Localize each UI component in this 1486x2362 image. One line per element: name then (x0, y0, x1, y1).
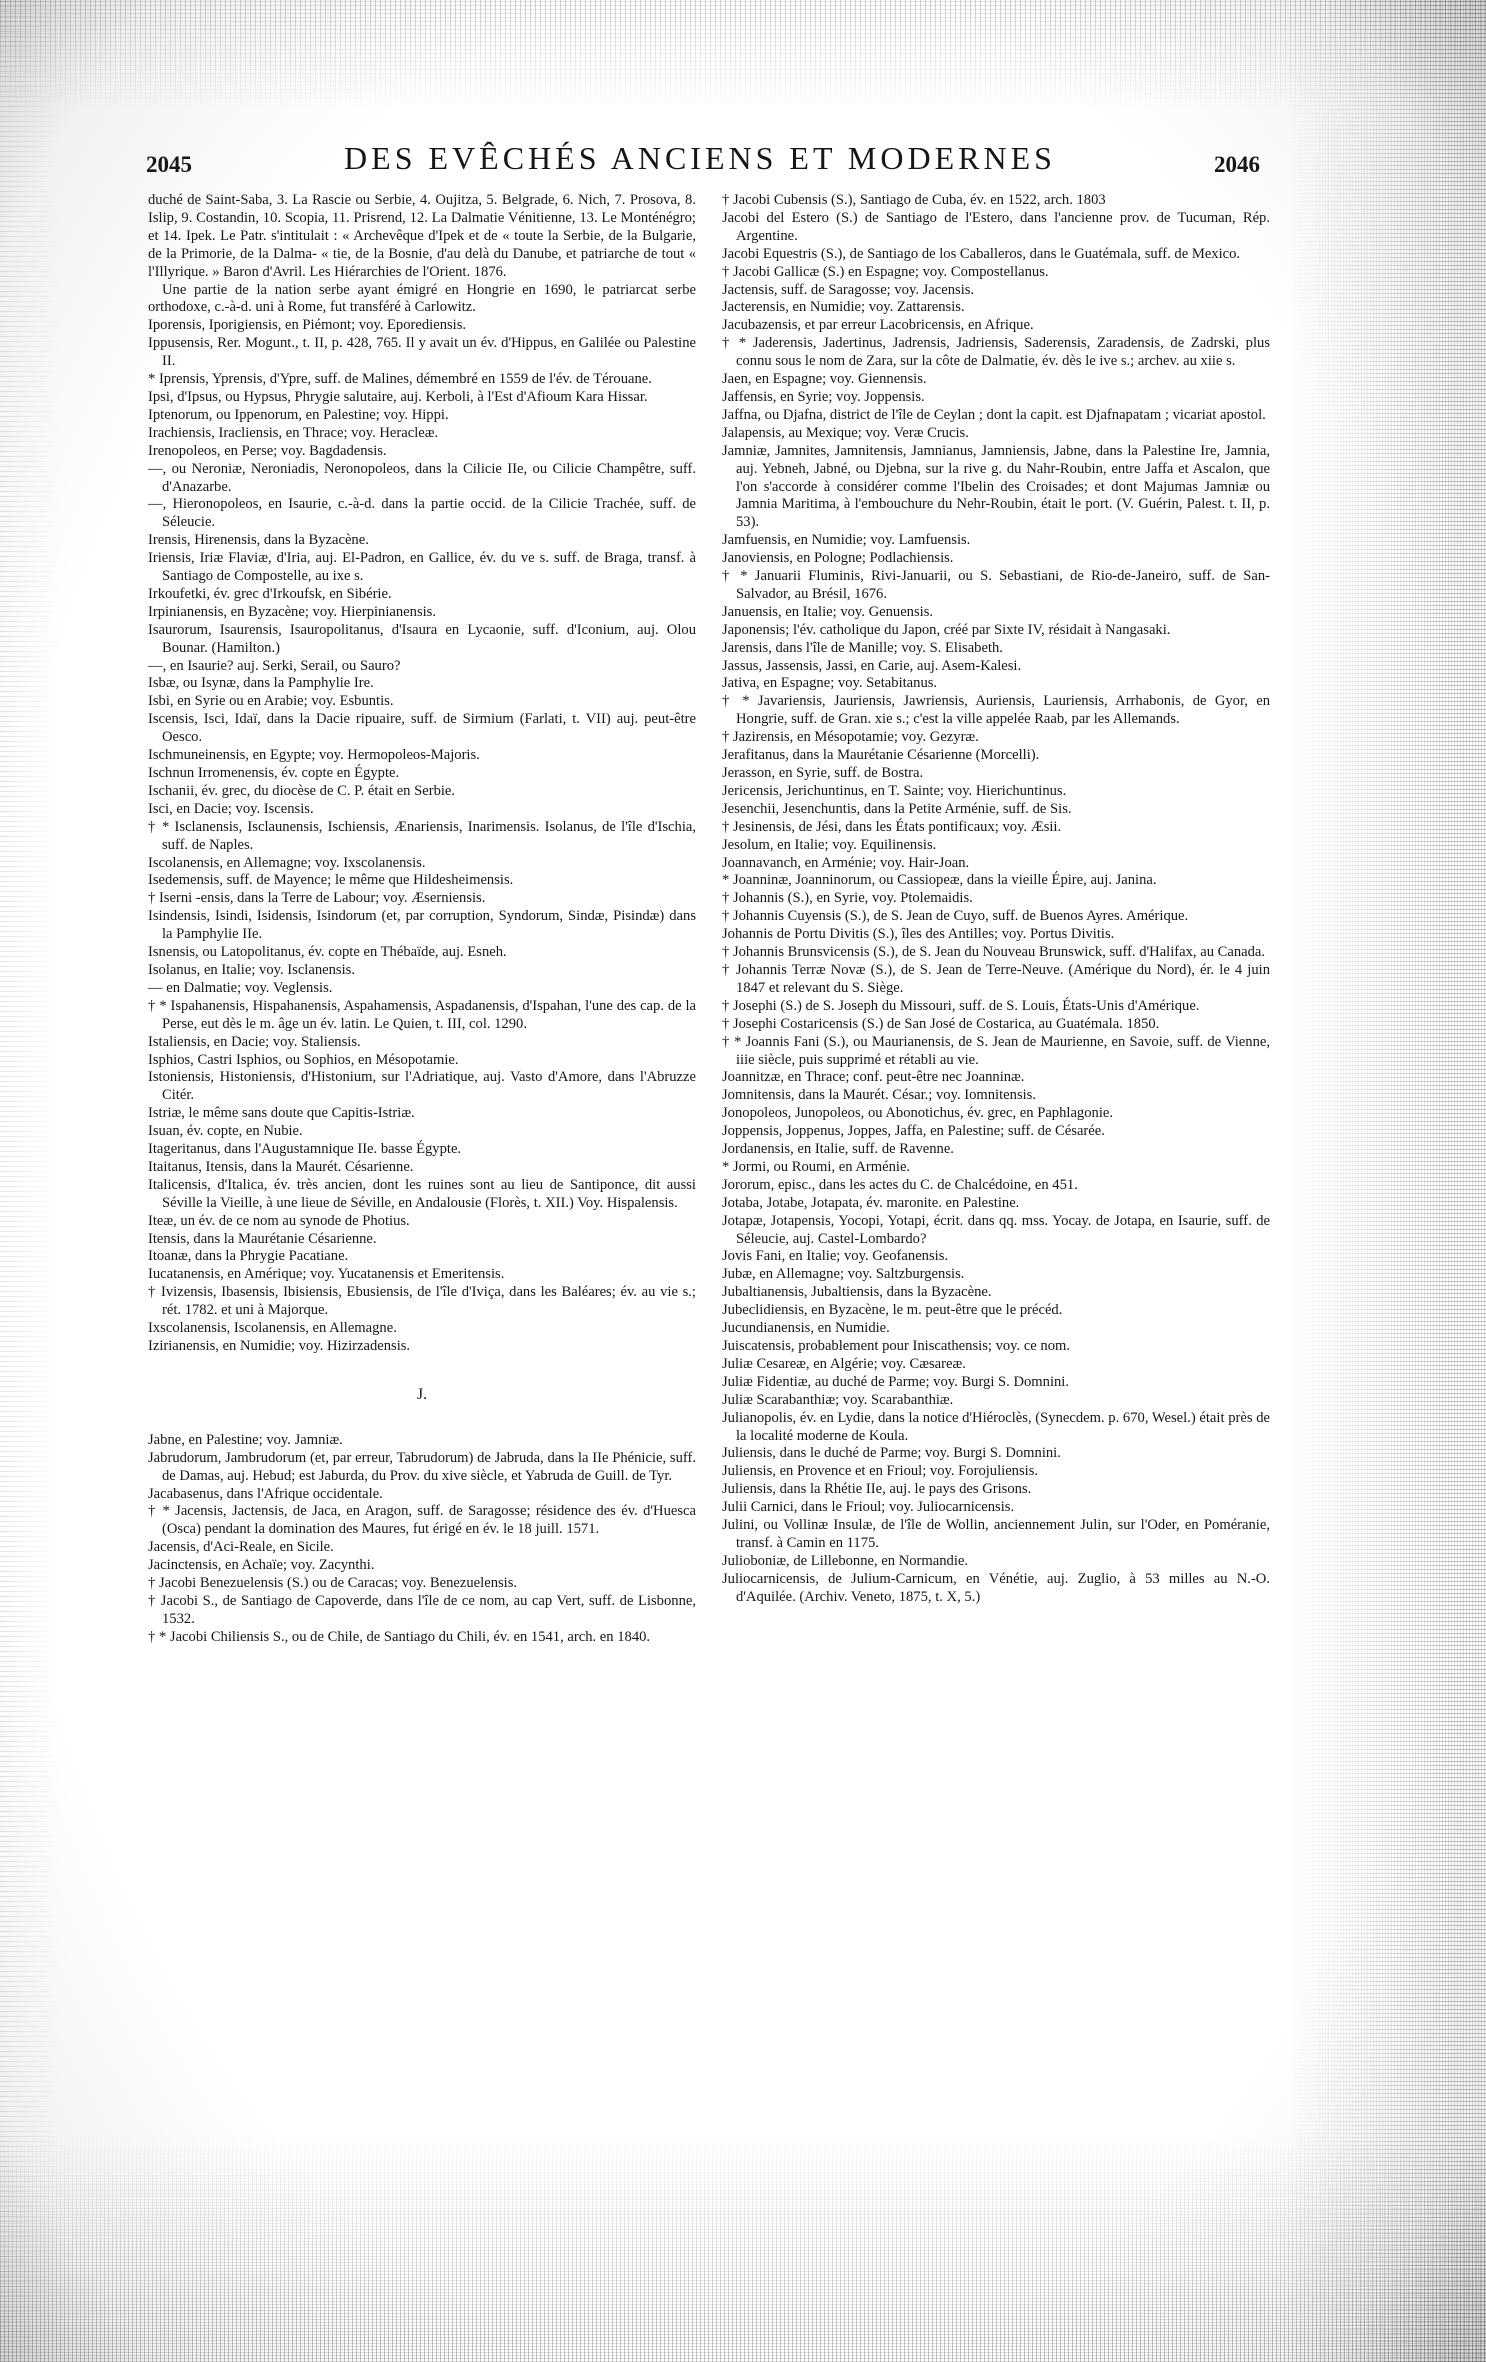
dictionary-entry: Isnensis, ou Latopolitanus, év. copte en Thébaïde, auj. Esneh. (148, 944, 507, 961)
dictionary-entry: —, en Isaurie? auj. Serki, Serail, ou Sauro? (148, 657, 401, 674)
dictionary-entry: Isbi, en Syrie ou en Arabie; voy. Esbuntis. (148, 693, 394, 710)
dictionary-entry: Une partie de la nation serbe ayant émigré en Hongrie en 1690, le patriarcat serbe orthodoxe, c.-à-d. uni à Rome, fut transféré à Carlowitz. (148, 281, 696, 316)
dictionary-entry: Japonensis; l'év. catholique du Japon, créé par Sixte IV, résidait à Nangasaki. (722, 621, 1171, 638)
page-number-left: 2045 (146, 152, 192, 177)
dictionary-entry: Irensis, Hirenensis, dans la Byzacène. (148, 532, 369, 549)
dictionary-entry: † Jacobi S., de Santiago de Capoverde, dans l'île de ce nom, au cap Vert, suff. de Lisbonne, 1532. (148, 1592, 696, 1627)
left-entries-i (148, 192, 696, 1356)
dictionary-entry: Jericensis, Jerichuntinus, en T. Sainte; voy. Hierichuntinus. (722, 782, 1067, 799)
dictionary-entry: † Johannis Cuyensis (S.), de S. Jean de Cuyo, suff. de Buenos Ayres. Amérique. (722, 908, 1189, 925)
dictionary-entry: Isbæ, ou Isynæ, dans la Pamphylie Ire. (148, 675, 374, 692)
dictionary-entry: Itensis, dans la Maurétanie Césarienne. (148, 1230, 377, 1247)
dictionary-entry: Juliæ Cesareæ, en Algérie; voy. Cæsareæ. (722, 1355, 966, 1372)
dictionary-entry: Julini, ou Vollinæ Insulæ, de l'île de Wollin, anciennement Julin, sur l'Oder, en Poméranie, transf. à Camin en 1175. (722, 1517, 1270, 1551)
dictionary-entry: Jabne, en Palestine; voy. Jamniæ. (148, 1431, 343, 1448)
dictionary-entry: Isindensis, Isindi, Isidensis, Isindorum (et, par corruption, Syndorum, Sindæ, Pisindæ) dans la Pamphylie IIe. (148, 908, 696, 943)
dictionary-entry: Jonopoleos, Junopoleos, ou Abonotichus, év. grec, en Paphlagonie. (722, 1105, 1114, 1122)
dictionary-entry: Jororum, episc., dans les actes du C. de Chalcédoine, en 451. (722, 1176, 1078, 1193)
dictionary-entry: Irpinianensis, en Byzacène; voy. Hierpinianensis. (148, 603, 437, 620)
dictionary-entry: Jubæ, en Allemagne; voy. Saltzburgensis. (722, 1266, 965, 1283)
dictionary-entry: † * Isclanensis, Isclaunensis, Ischiensis, Ænariensis, Inarimensis. Isolanus, de l'île d'Ischia, suff. de Naples. (148, 818, 696, 853)
dictionary-entry: Iptenorum, ou Ippenorum, en Palestine; voy. Hippi. (148, 406, 449, 423)
dictionary-entry: † Jacobi Benezuelensis (S.) ou de Caracas; voy. Benezuelensis. (148, 1575, 518, 1592)
dictionary-entry: Istaliensis, en Dacie; voy. Staliensis. (148, 1033, 361, 1050)
scan-noise-left (0, 0, 60, 2362)
dictionary-entry: Itageritanus, dans l'Augustamnique IIe. basse Égypte. (148, 1141, 462, 1158)
dictionary-entry: † Johannis Brunsvicensis (S.), de S. Jean du Nouveau Brunswick, suff. d'Halifax, au Canada. (722, 944, 1266, 961)
dictionary-entry: Jaen, en Espagne; voy. Giennensis. (722, 371, 927, 388)
dictionary-entry: Jacensis, d'Aci-Reale, en Sicile. (148, 1539, 334, 1556)
dictionary-entry: Isuan, év. copte, en Nubie. (148, 1123, 303, 1140)
right-column (722, 192, 1270, 1607)
dictionary-entry: duché de Saint-Saba, 3. La Rascie ou Serbie, 4. Oujitza, 5. Belgrade, 6. Nich, 7. Prosova, 8. Islip, 9. Costandin, 10. Scopia, 11. Prisrend, 12. La Dalmatie Vénitienne, 13. Le Monténégro; et 14. Ipek. Le Patr. s'intitulait : « Archevêque d'Ipek et de « toute la Serbie, de la Bulgarie, de la Primorie, de la Dalma- « tie, de la Bosnie, d'au delà du Danube, et patriarche de tout « l'Illyrique. » Baron d'Avril. Les Hiérarchies de l'Orient. 1876. (148, 192, 696, 280)
dictionary-entry: † Jazirensis, en Mésopotamie; voy. Gezyræ. (722, 729, 979, 746)
dictionary-entry: Jacterensis, en Numidie; voy. Zattarensis. (722, 299, 965, 316)
dictionary-entry: Isci, en Dacie; voy. Iscensis. (148, 800, 314, 817)
dictionary-entry: Isaurorum, Isaurensis, Isauropolitanus, d'Isaura en Lycaonie, suff. d'Iconium, auj. Olou Bounar. (Hamilton.) (148, 621, 696, 656)
dictionary-entry: Janoviensis, en Pologne; Podlachiensis. (722, 550, 954, 567)
dictionary-entry: Julii Carnici, dans le Frioul; voy. Juliocarnicensis. (722, 1499, 1015, 1516)
dictionary-entry: Isphios, Castri Isphios, ou Sophios, en Mésopotamie. (148, 1051, 459, 1068)
dictionary-entry: Jaffensis, en Syrie; voy. Joppensis. (722, 388, 925, 405)
dictionary-entry: Joannitzæ, en Thrace; conf. peut-être nec Joanninæ. (722, 1069, 1025, 1086)
dictionary-entry: Juliensis, en Provence et en Frioul; voy. Forojuliensis. (722, 1463, 1039, 1480)
dictionary-entry: † Johannis (S.), en Syrie, voy. Ptolemaidis. (722, 890, 973, 907)
dictionary-entry: Iscolanensis, en Allemagne; voy. Ixscolanensis. (148, 854, 426, 871)
dictionary-entry: Julioboniæ, de Lillebonne, en Normandie. (722, 1552, 969, 1569)
dictionary-entry: Juliensis, dans la Rhétie IIe, auj. le pays des Grisons. (722, 1481, 1032, 1498)
dictionary-entry: † Josephi Costaricensis (S.) de San José de Costarica, au Guatémala. 1850. (722, 1015, 1160, 1032)
dictionary-entry: Jerasson, en Syrie, suff. de Bostra. (722, 765, 924, 781)
dictionary-entry: Jubaltianensis, Jubaltiensis, dans la Byzacène. (722, 1284, 992, 1301)
scan-noise-right (1286, 0, 1486, 2362)
dictionary-entry: Jordanensis, en Italie, suff. de Ravenne. (722, 1141, 954, 1158)
dictionary-entry: Iscensis, Isci, Idaï, dans la Dacie ripuaire, suff. de Sirmium (Farlati, t. VII) auj. peut-être Oesco. (148, 711, 696, 746)
dictionary-entry: Joannavanch, en Arménie; voy. Hair-Joan. (722, 854, 970, 871)
dictionary-entry: Juliæ Fidentiæ, au duché de Parme; voy. Burgi S. Domnini. (722, 1373, 1069, 1390)
dictionary-entry: Iriensis, Iriæ Flaviæ, d'Iria, auj. El-Padron, en Gallice, év. du ve s. suff. de Braga, transf. à Santiago de Compostelle, au ixe s. (148, 550, 696, 585)
dictionary-entry: † Iserni -ensis, dans la Terre de Labour; voy. Æserniensis. (148, 890, 486, 907)
running-title: DES EVÊCHÉS ANCIENS ET MODERNES (344, 140, 1056, 176)
dictionary-entry: Jucundianensis, en Numidie. (722, 1320, 890, 1337)
dictionary-entry: Jabrudorum, Jambrudorum (et, par erreur, Tabrudorum) de Jabruda, dans la IIe Phénicie, suff. de Damas, auj. Hebud; est Jaburda, du Prov. du xive siècle, et Yabruda de Guill. de Tyr. (148, 1449, 696, 1484)
dictionary-entry: Jotaba, Jotabe, Jotapata, év. maronite. en Palestine. (722, 1194, 1020, 1211)
dictionary-entry: Jassus, Jassensis, Jassi, en Carie, auj. Asem-Kalesi. (722, 657, 1022, 674)
dictionary-entry: † * Javariensis, Jauriensis, Jawriensis, Auriensis, Lauriensis, Arrhabonis, de Gyor, en Hongrie, suff. de Gran. xie s.; c'est la ville appelée Raab, par les Allemands. (722, 693, 1270, 728)
dictionary-entry: Itaitanus, Itensis, dans la Maurét. Césarienne. (148, 1158, 414, 1175)
dictionary-entry: † Ivizensis, Ibasensis, Ibisiensis, Ebusiensis, de l'île d'Iviça, dans les Baléares; év. au vie s.; rét. 1782. et uni à Majorque. (148, 1284, 696, 1319)
dictionary-entry: Isedemensis, suff. de Mayence; le même que Hildesheimensis. (148, 872, 514, 889)
dictionary-entry: Julianopolis, év. en Lydie, dans la notice d'Hiéroclès, (Synecdem. p. 670, Wesel.) était près de la localité moderne de Koula. (722, 1409, 1270, 1444)
dictionary-entry: † Josephi (S.) de S. Joseph du Missouri, suff. de S. Louis, États-Unis d'Amérique. (722, 997, 1200, 1014)
dictionary-entry: Isolanus, en Italie; voy. Isclanensis. (148, 961, 355, 978)
dictionary-entry: † Jesinensis, de Jési, dans les États pontificaux; voy. Æsii. (722, 818, 1062, 835)
dictionary-entry: Jaffna, ou Djafna, district de l'île de Ceylan ; dont la capit. est Djafnapatam ; vicariat apostol. (722, 406, 1266, 423)
dictionary-entry: Iteæ, un év. de ce nom au synode de Photius. (148, 1212, 410, 1229)
dictionary-entry: † Jacobi Cubensis (S.), Santiago de Cuba, év. en 1522, arch. 1803 (722, 192, 1106, 208)
dictionary-entry: * Jormi, ou Roumi, en Arménie. (722, 1158, 911, 1175)
dictionary-entry: — en Dalmatie; voy. Veglensis. (148, 979, 333, 996)
dictionary-entry: † * Januarii Fluminis, Rivi-Januarii, ou S. Sebastiani, de Rio-de-Janeiro, suff. de San-Salvador, au Brésil, 1676. (722, 568, 1270, 602)
dictionary-entry: Juiscatensis, probablement pour Iniscathensis; voy. ce nom. (722, 1338, 1071, 1354)
dictionary-entry: * Iprensis, Yprensis, d'Ypre, suff. de Malines, démembré en 1559 de l'év. de Térouane. (148, 371, 652, 388)
dictionary-entry: Ixscolanensis, Iscolanensis, en Allemagne. (148, 1320, 397, 1337)
dictionary-entry: Johannis de Portu Divitis (S.), îles des Antilles; voy. Portus Divitis. (722, 926, 1115, 943)
dictionary-entry: Ischnun Irromenensis, év. copte en Égypte. (148, 765, 400, 781)
dictionary-entry: Istoniensis, Histoniensis, d'Histonium, sur l'Adriatique, auj. Vasto d'Amore, dans l'Abruzze Citér. (148, 1069, 696, 1104)
dictionary-entry: Ischmuneinensis, en Egypte; voy. Hermopoleos-Majoris. (148, 747, 480, 764)
dictionary-entry: Juliensis, dans le duché de Parme; voy. Burgi S. Domnini. (722, 1445, 1061, 1462)
dictionary-entry: Jerafitanus, dans la Maurétanie Césarienne (Morcelli). (722, 747, 1040, 764)
dictionary-entry: Jacobi del Estero (S.) de Santiago de l'Estero, dans l'ancienne prov. de Tucuman, Rép. Argentine. (722, 209, 1270, 244)
dictionary-entry: Itoanæ, dans la Phrygie Pacatiane. (148, 1248, 349, 1265)
dictionary-entry: Jubeclidiensis, en Byzacène, le m. peut-être que le précéd. (722, 1302, 1063, 1319)
dictionary-entry: —, ou Neroniæ, Neroniadis, Neronopoleos, dans la Cilicie IIe, ou Cilicie Champêtre, suff. d'Anazarbe. (148, 460, 696, 495)
dictionary-entry: Irachiensis, Iracliensis, en Thrace; voy. Heracleæ. (148, 424, 439, 441)
dictionary-entry: Jesolum, en Italie; voy. Equilinensis. (722, 836, 937, 853)
dictionary-entry: Irkoufetki, év. grec d'Irkoufsk, en Sibérie. (148, 585, 392, 602)
dictionary-entry: Jamniæ, Jamnites, Jamnitensis, Jamnianus, Jamniensis, Jabne, dans la Palestine Ire, Jamnia, auj. Yebneh, Jabné, ou Djebna, sur la rive g. du Nahr-Roubin, entre Jaffa et Ascalon, que l'on s'accorde à considérer comme l'Ibelin des Croisades; et dont Majumas Jamniæ ou Jamnia Maritima, à l'embouchure du Nehr-Roubin, était le port. (V. Guérin, Palest. t. II, p. 53). (722, 442, 1270, 531)
dictionary-entry: Joppensis, Joppenus, Joppes, Jaffa, en Palestine; suff. de Césarée. (722, 1123, 1105, 1140)
dictionary-entry: Jacubazensis, et par erreur Lacobricensis, en Afrique. (722, 317, 1034, 334)
dictionary-entry: Jalapensis, au Mexique; voy. Veræ Crucis. (722, 424, 969, 441)
dictionary-entry: Jamfuensis, en Numidie; voy. Lamfuensis. (722, 532, 971, 549)
left-column (148, 192, 696, 1647)
dictionary-entry: Jomnitensis, dans la Maurét. César.; voy. Iomnitensis. (722, 1087, 1036, 1104)
dictionary-entry: Jovis Fani, en Italie; voy. Geofanensis. (722, 1248, 949, 1265)
dictionary-entry: Januensis, en Italie; voy. Genuensis. (722, 603, 934, 620)
dictionary-entry: Jactensis, suff. de Saragosse; voy. Jacensis. (722, 281, 975, 298)
section-heading-j: J. (416, 1385, 428, 1403)
dictionary-entry: † Johannis Terræ Novæ (S.), de S. Jean de Terre-Neuve. (Amérique du Nord), ér. le 4 juin 1847 et relevant du S. Siège. (722, 961, 1270, 996)
scan-noise-top (0, 0, 1486, 110)
dictionary-entry: † * Jaderensis, Jadertinus, Jadrensis, Jadriensis, Saderensis, Zaradensis, de Zadrski, plus connu sous le nom de Zara, sur la côte de Dalmatie, év. dès le ive s.; archev. au xiie s. (722, 335, 1270, 370)
dictionary-entry: Izirianensis, en Numidie; voy. Hizirzadensis. (148, 1338, 411, 1354)
dictionary-entry: † * Ispahanensis, Hispahanensis, Aspahamensis, Aspadanensis, d'Ispahan, l'une des cap. de la Perse, eut dès le m. âge un év. latin. Le Quien, t. III, col. 1290. (148, 997, 696, 1032)
dictionary-entry: Jacabasenus, dans l'Afrique occidentale. (148, 1485, 383, 1502)
dictionary-entry: Ischanii, év. grec, du diocèse de C. P. était en Serbie. (148, 782, 456, 799)
dictionary-entry: Jotapæ, Jotapensis, Yocopi, Yotapi, écrit. dans qq. mss. Yocay. de Jotapa, en Isaurie, suff. de Séleucie, auj. Castel-Lombardo? (722, 1212, 1270, 1247)
page-header (140, 140, 1260, 190)
dictionary-entry: Jativa, en Espagne; voy. Setabitanus. (722, 675, 938, 692)
left-entries-j (148, 1432, 696, 1647)
dictionary-entry: Jarensis, dans l'île de Manille; voy. S. Elisabeth. (722, 639, 1003, 656)
dictionary-entry: Irenopoleos, en Perse; voy. Bagdadensis. (148, 442, 387, 459)
page-number-right: 2046 (1214, 152, 1260, 177)
right-entries-j (722, 192, 1270, 1607)
dictionary-entry: Iucatanensis, en Amérique; voy. Yucatanensis et Emeritensis. (148, 1266, 505, 1283)
dictionary-entry: Iporensis, Iporigiensis, en Piémont; voy. Eporediensis. (148, 317, 467, 334)
dictionary-entry: Italicensis, d'Italica, év. très ancien, dont les ruines sont au lieu de Santiponce, dit aussi Séville la Vieille, à une lieue de Séville, en Andalousie (Florès, t. XII.) Voy. Hispalensis. (148, 1176, 696, 1211)
dictionary-entry: † * Jacensis, Jactensis, de Jaca, en Aragon, suff. de Saragosse; résidence des év. d'Huesca (Osca) pendant la domination des Maures, fut érigé en év. le 18 juill. 1571. (148, 1503, 696, 1538)
dictionary-entry: † * Jacobi Chiliensis S., ou de Chile, de Santiago du Chili, év. en 1541, arch. en 1840. (148, 1628, 651, 1645)
dictionary-entry: Juliocarnicensis, de Julium-Carnicum, en Vénétie, auj. Zuglio, à 53 milles au N.-O. d'Aquilée. (Archiv. Veneto, 1875, t. X, 5.) (722, 1570, 1270, 1605)
dictionary-entry: Jesenchii, Jesenchuntis, dans la Petite Arménie, suff. de Sis. (722, 800, 1072, 817)
scan-noise-bottom (0, 2132, 1486, 2362)
dictionary-entry: Ippusensis, Rer. Mogunt., t. II, p. 428, 765. Il y avait un év. d'Hippus, en Galilée ou Palestine II. (148, 335, 696, 370)
dictionary-entry: Jacobi Equestris (S.), de Santiago de los Caballeros, dans le Guatémala, suff. de Mexico. (722, 245, 1241, 262)
dictionary-entry: —, Hieronopoleos, en Isaurie, c.-à-d. dans la partie occid. de la Cilicie Trachée, suff. de Séleucie. (148, 496, 696, 531)
dictionary-entry: Jacinctensis, en Achaïe; voy. Zacynthi. (148, 1557, 375, 1574)
dictionary-entry: Ipsi, d'Ipsus, ou Hypsus, Phrygie salutaire, auj. Kerboli, à l'Est d'Afioum Kara Hissar. (148, 388, 648, 405)
dictionary-entry: † * Joannis Fani (S.), ou Maurianensis, de S. Jean de Maurienne, en Savoie, suff. de Vienne, iiie siècle, puis supprimé et rétabli au vie. (722, 1033, 1270, 1068)
dictionary-entry: * Joanninæ, Joanninorum, ou Cassiopeæ, dans la vieille Épire, auj. Janina. (722, 872, 1157, 889)
dictionary-entry: † Jacobi Gallicæ (S.) en Espagne; voy. Compostellanus. (722, 263, 1049, 280)
dictionary-entry: Juliæ Scarabanthiæ; voy. Scarabanthiæ. (722, 1391, 954, 1408)
dictionary-entry: Istriæ, le même sans doute que Capitis-Istriæ. (148, 1105, 415, 1122)
